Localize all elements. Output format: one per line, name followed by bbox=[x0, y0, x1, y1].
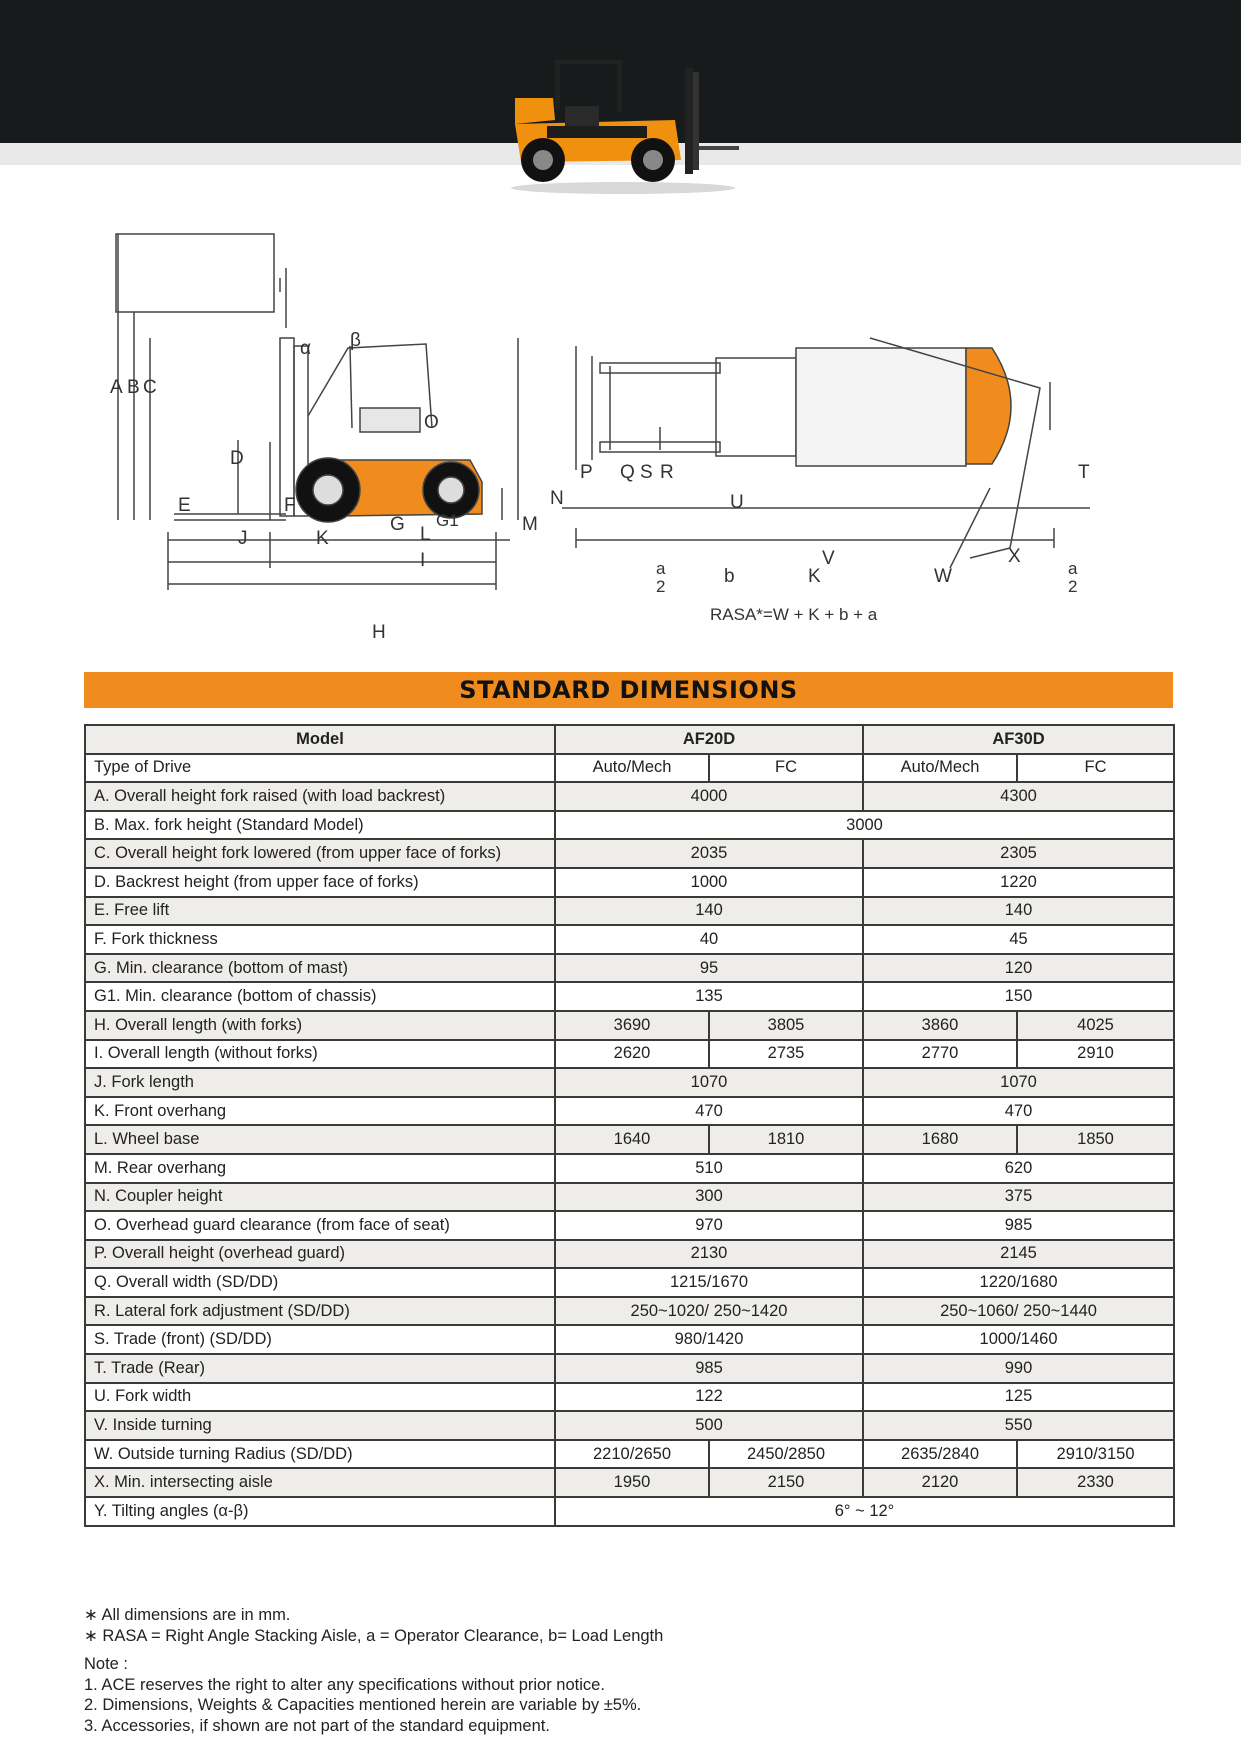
row-label: U. Fork width bbox=[85, 1383, 555, 1412]
value-cell: 550 bbox=[863, 1411, 1174, 1440]
row-label: E. Free lift bbox=[85, 897, 555, 926]
value-cell: 980/1420 bbox=[555, 1325, 863, 1354]
value-cell: 2635/2840 bbox=[863, 1440, 1017, 1469]
value-cell: 3690 bbox=[555, 1011, 709, 1040]
value-cell: 45 bbox=[863, 925, 1174, 954]
footnote: ∗ All dimensions are in mm. bbox=[84, 1606, 291, 1624]
value-cell: 2130 bbox=[555, 1240, 863, 1269]
value-cell: 4300 bbox=[863, 782, 1174, 811]
table-row bbox=[85, 1211, 1174, 1240]
label-A: A bbox=[110, 377, 123, 398]
value-cell: 2120 bbox=[863, 1468, 1017, 1497]
value-cell: 510 bbox=[555, 1154, 863, 1183]
value-cell: 470 bbox=[555, 1097, 863, 1126]
label-P: P bbox=[580, 462, 593, 483]
label-E: E bbox=[178, 495, 191, 516]
label-C: C bbox=[143, 377, 157, 398]
label-G1: G1 bbox=[436, 511, 459, 530]
table-row bbox=[85, 1240, 1174, 1269]
note-item: 2. Dimensions, Weights & Capacities mentioned herein are variable by ±5%. bbox=[84, 1696, 642, 1714]
table-row bbox=[85, 1097, 1174, 1126]
value-cell: 3000 bbox=[555, 811, 1174, 840]
value-cell: 985 bbox=[555, 1354, 863, 1383]
value-cell: 2210/2650 bbox=[555, 1440, 709, 1469]
label-K-top: K bbox=[808, 566, 821, 587]
value-cell: 1680 bbox=[863, 1125, 1017, 1154]
value-cell: 140 bbox=[863, 897, 1174, 926]
label-D: D bbox=[230, 448, 244, 469]
value-cell: 470 bbox=[863, 1097, 1174, 1126]
row-label: R. Lateral fork adjustment (SD/DD) bbox=[85, 1297, 555, 1326]
row-label: J. Fork length bbox=[85, 1068, 555, 1097]
row-label: X. Min. intersecting aisle bbox=[85, 1468, 555, 1497]
rasa-formula: RASA*=W + K + b + a bbox=[710, 605, 878, 624]
table-row bbox=[85, 1297, 1174, 1326]
table-row bbox=[85, 1154, 1174, 1183]
value-cell: 6° ~ 12° bbox=[555, 1497, 1174, 1526]
row-label: W. Outside turning Radius (SD/DD) bbox=[85, 1440, 555, 1469]
value-cell: 150 bbox=[863, 982, 1174, 1011]
row-label: F. Fork thickness bbox=[85, 925, 555, 954]
table-row bbox=[85, 811, 1174, 840]
value-cell: 1810 bbox=[709, 1125, 863, 1154]
row-label: S. Trade (front) (SD/DD) bbox=[85, 1325, 555, 1354]
notes-section bbox=[84, 1605, 1144, 1736]
forklift-hero-image bbox=[505, 48, 741, 198]
label-L: L bbox=[420, 524, 431, 545]
table-row bbox=[85, 1068, 1174, 1097]
label-I: I bbox=[420, 550, 426, 571]
table-row bbox=[85, 1325, 1174, 1354]
value-cell: 1220/1680 bbox=[863, 1268, 1174, 1297]
row-label: G. Min. clearance (bottom of mast) bbox=[85, 954, 555, 983]
table-row bbox=[85, 982, 1174, 1011]
table-row bbox=[85, 1468, 1174, 1497]
value-cell: 1070 bbox=[863, 1068, 1174, 1097]
dimension-diagram bbox=[110, 228, 1130, 648]
label-a-right: a bbox=[1068, 559, 1078, 578]
row-label: A. Overall height fork raised (with load backrest) bbox=[85, 782, 555, 811]
table-row bbox=[85, 868, 1174, 897]
row-label: H. Overall length (with forks) bbox=[85, 1011, 555, 1040]
label-N: N bbox=[550, 488, 564, 509]
label-R: R bbox=[660, 462, 674, 483]
table-row bbox=[85, 839, 1174, 868]
row-label: O. Overhead guard clearance (from face of seat) bbox=[85, 1211, 555, 1240]
label-X: X bbox=[1008, 546, 1021, 567]
value-cell: 2150 bbox=[709, 1468, 863, 1497]
drive-row bbox=[85, 754, 1174, 783]
table-header-row bbox=[85, 725, 1174, 754]
label-beta: β bbox=[350, 330, 361, 351]
value-cell: 990 bbox=[863, 1354, 1174, 1383]
value-cell: 250~1060/ 250~1440 bbox=[863, 1297, 1174, 1326]
label-T: T bbox=[1078, 462, 1090, 483]
value-cell: 1220 bbox=[863, 868, 1174, 897]
value-cell: 1850 bbox=[1017, 1125, 1174, 1154]
footnote: ∗ RASA = Right Angle Stacking Aisle, a = Operator Clearance, b= Load Length bbox=[84, 1626, 664, 1645]
value-cell: 2145 bbox=[863, 1240, 1174, 1269]
value-cell: 2035 bbox=[555, 839, 863, 868]
label-2-left: 2 bbox=[656, 577, 666, 596]
value-cell: 95 bbox=[555, 954, 863, 983]
model-af20d: AF20D bbox=[555, 725, 863, 754]
drive-cell: Auto/Mech bbox=[555, 754, 709, 783]
table-row bbox=[85, 1040, 1174, 1069]
value-cell: 120 bbox=[863, 954, 1174, 983]
model-header: Model bbox=[85, 725, 555, 754]
specs-table bbox=[84, 724, 1175, 1527]
row-label: N. Coupler height bbox=[85, 1183, 555, 1212]
label-M: M bbox=[522, 514, 538, 535]
section-title: STANDARD DIMENSIONS bbox=[459, 676, 798, 704]
table-row bbox=[85, 925, 1174, 954]
table-row bbox=[85, 897, 1174, 926]
row-label: V. Inside turning bbox=[85, 1411, 555, 1440]
section-header bbox=[84, 672, 1173, 708]
value-cell: 125 bbox=[863, 1383, 1174, 1412]
table-row bbox=[85, 1125, 1174, 1154]
table-row bbox=[85, 1440, 1174, 1469]
value-cell: 2620 bbox=[555, 1040, 709, 1069]
row-label: T. Trade (Rear) bbox=[85, 1354, 555, 1383]
value-cell: 2770 bbox=[863, 1040, 1017, 1069]
row-label: Y. Tilting angles (α-β) bbox=[85, 1497, 555, 1526]
table-row bbox=[85, 1268, 1174, 1297]
value-cell: 1000 bbox=[555, 868, 863, 897]
value-cell: 4000 bbox=[555, 782, 863, 811]
value-cell: 3860 bbox=[863, 1011, 1017, 1040]
value-cell: 1070 bbox=[555, 1068, 863, 1097]
drive-cell: Auto/Mech bbox=[863, 754, 1017, 783]
drive-label: Type of Drive bbox=[85, 754, 555, 783]
table-row bbox=[85, 1011, 1174, 1040]
label-S: S bbox=[640, 462, 653, 483]
value-cell: 4025 bbox=[1017, 1011, 1174, 1040]
value-cell: 500 bbox=[555, 1411, 863, 1440]
table-row bbox=[85, 1354, 1174, 1383]
row-label: C. Overall height fork lowered (from upper face of forks) bbox=[85, 839, 555, 868]
value-cell: 1215/1670 bbox=[555, 1268, 863, 1297]
drive-cell: FC bbox=[1017, 754, 1174, 783]
value-cell: 2910 bbox=[1017, 1040, 1174, 1069]
value-cell: 122 bbox=[555, 1383, 863, 1412]
value-cell: 620 bbox=[863, 1154, 1174, 1183]
table-row bbox=[85, 782, 1174, 811]
value-cell: 140 bbox=[555, 897, 863, 926]
label-J: J bbox=[238, 528, 248, 549]
label-H: H bbox=[372, 622, 386, 643]
value-cell: 2910/3150 bbox=[1017, 1440, 1174, 1469]
row-label: K. Front overhang bbox=[85, 1097, 555, 1126]
value-cell: 375 bbox=[863, 1183, 1174, 1212]
value-cell: 40 bbox=[555, 925, 863, 954]
table-row bbox=[85, 1383, 1174, 1412]
model-af30d: AF30D bbox=[863, 725, 1174, 754]
value-cell: 250~1020/ 250~1420 bbox=[555, 1297, 863, 1326]
value-cell: 135 bbox=[555, 982, 863, 1011]
table-row bbox=[85, 1497, 1174, 1526]
row-label: I. Overall length (without forks) bbox=[85, 1040, 555, 1069]
label-U: U bbox=[730, 492, 744, 513]
note-item: 1. ACE reserves the right to alter any specifications without prior notice. bbox=[84, 1675, 605, 1694]
row-label: Q. Overall width (SD/DD) bbox=[85, 1268, 555, 1297]
label-F: F bbox=[284, 495, 296, 516]
value-cell: 2735 bbox=[709, 1040, 863, 1069]
value-cell: 2450/2850 bbox=[709, 1440, 863, 1469]
label-G: G bbox=[390, 514, 405, 535]
label-O: O bbox=[424, 412, 439, 433]
label-K: K bbox=[316, 528, 329, 549]
label-V: V bbox=[822, 548, 835, 569]
row-label: B. Max. fork height (Standard Model) bbox=[85, 811, 555, 840]
table-row bbox=[85, 954, 1174, 983]
value-cell: 3805 bbox=[709, 1011, 863, 1040]
row-label: M. Rear overhang bbox=[85, 1154, 555, 1183]
value-cell: 970 bbox=[555, 1211, 863, 1240]
row-label: D. Backrest height (from upper face of forks) bbox=[85, 868, 555, 897]
note-item: 3. Accessories, if shown are not part of the standard equipment. bbox=[84, 1716, 550, 1735]
row-label: G1. Min. clearance (bottom of chassis) bbox=[85, 982, 555, 1011]
table-row bbox=[85, 1411, 1174, 1440]
value-cell: 1950 bbox=[555, 1468, 709, 1497]
note-title: Note : bbox=[84, 1655, 129, 1673]
label-alpha: α bbox=[300, 338, 311, 359]
drive-cell: FC bbox=[709, 754, 863, 783]
label-b: b bbox=[724, 566, 735, 587]
value-cell: 1000/1460 bbox=[863, 1325, 1174, 1354]
value-cell: 985 bbox=[863, 1211, 1174, 1240]
label-2-right: 2 bbox=[1068, 577, 1078, 596]
value-cell: 1640 bbox=[555, 1125, 709, 1154]
row-label: P. Overall height (overhead guard) bbox=[85, 1240, 555, 1269]
label-Q: Q bbox=[620, 462, 635, 483]
value-cell: 300 bbox=[555, 1183, 863, 1212]
label-W: W bbox=[934, 566, 952, 587]
value-cell: 2330 bbox=[1017, 1468, 1174, 1497]
value-cell: 2305 bbox=[863, 839, 1174, 868]
row-label: L. Wheel base bbox=[85, 1125, 555, 1154]
label-a-left: a bbox=[656, 559, 666, 578]
table-row bbox=[85, 1183, 1174, 1212]
label-B: B bbox=[127, 377, 140, 398]
